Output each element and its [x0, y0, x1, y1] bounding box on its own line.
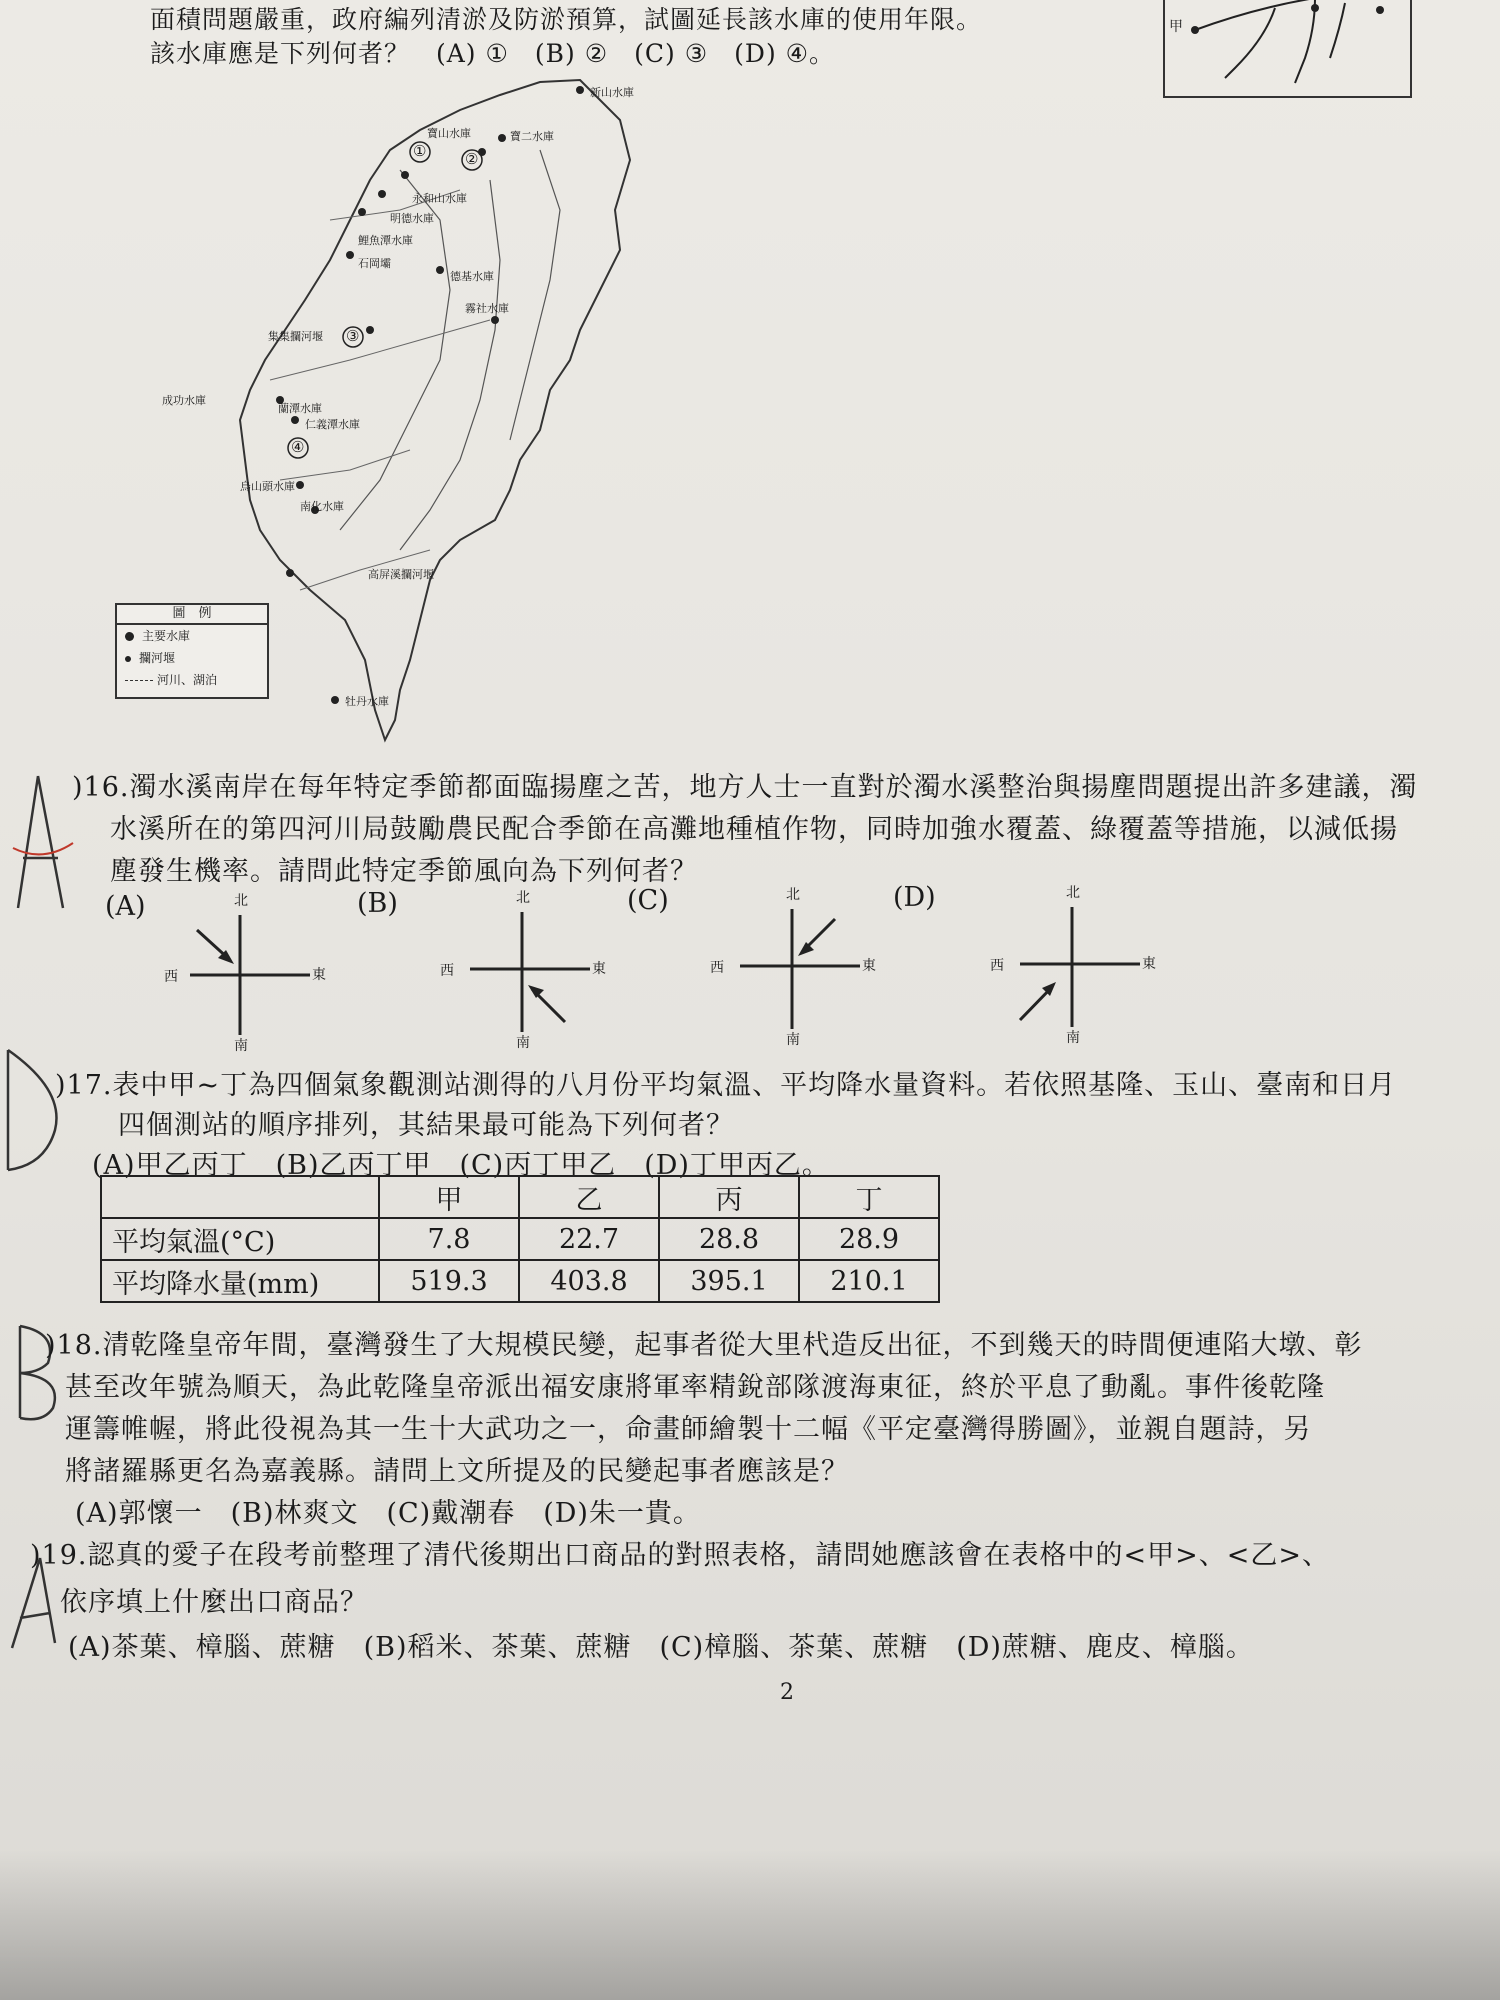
map-label: 石岡壩: [358, 257, 391, 270]
q16-line3: 塵發生機率。請問此特定季節風向為下列何者？: [110, 856, 698, 887]
map-label: 南化水庫: [300, 500, 344, 513]
legend-item-reservoir: 主要水庫: [117, 625, 267, 647]
handwritten-answer-q17: [0, 1040, 70, 1180]
map-label: 蘭潭水庫: [278, 402, 322, 415]
dot-icon: [125, 632, 134, 641]
q17-line2: 四個測站的順序排列，其結果最可能為下列何者？: [118, 1110, 734, 1141]
q17-options[interactable]: (A)甲乙丙丁 (B)乙丙丁甲 (C)丙丁甲乙 (D)丁甲丙乙。: [92, 1150, 830, 1181]
compass-c: 北 南 西 東: [710, 884, 890, 1044]
q16-option-d[interactable]: (D): [893, 882, 936, 913]
compass-d: 北 南 西 東: [990, 882, 1170, 1042]
inset-river-diagram: [1163, 0, 1412, 98]
map-label: 成功水庫: [162, 394, 206, 407]
dashed-line-icon: [125, 680, 153, 681]
page-number: 2: [780, 1680, 794, 1705]
small-dot-icon: [125, 656, 131, 662]
q18-number: )18.: [45, 1330, 103, 1361]
map-label: 牡丹水庫: [345, 695, 389, 708]
marker-1: ①: [413, 142, 427, 160]
legend-item-weir: 攔河堰: [117, 647, 267, 669]
map-label: 仁義潭水庫: [305, 418, 360, 431]
inset-label-jia: 甲: [1169, 19, 1183, 35]
map-label: 鯉魚潭水庫: [358, 234, 413, 247]
q18-line1: )18.清乾隆皇帝年間，臺灣發生了大規模民變，起事者從大里杙造反出征，不到幾天的時間便連陷大墩、彰: [45, 1330, 1363, 1361]
q16-line2: 水溪所在的第四河川局鼓勵農民配合季節在高灘地種植作物，同時加強水覆蓋、綠覆蓋等措施，以減低揚: [110, 814, 1398, 845]
q16-option-c[interactable]: (C): [627, 885, 669, 916]
q15-text-line2: 該水庫應是下列何者？ (A) ① (B) ② (C) ③ (D) ④。: [150, 39, 836, 68]
map-label: 集集攔河堰: [268, 330, 323, 343]
river-diagram-icon: [1165, 0, 1410, 96]
map-label: 烏山頭水庫: [240, 480, 295, 493]
q18-line3: 運籌帷幄，將此役視為其一生十大武功之一，命畫師繪製十二幅《平定臺灣得勝圖》，並親自題詩，另: [65, 1414, 1312, 1445]
map-label: 永和山水庫: [412, 192, 467, 205]
map-label: 寶二水庫: [510, 130, 554, 143]
q18-line4: 將諸羅縣更名為嘉義縣。請問上文所提及的民變起事者應該是？: [65, 1456, 849, 1487]
q15-text-line1: 面積問題嚴重，政府編列清淤及防淤預算，試圖延長該水庫的使用年限。: [150, 5, 983, 34]
table-row: 平均氣溫(°C) 7.8 22.7 28.8 28.9: [101, 1218, 939, 1260]
map-label: 高屏溪攔河堰: [368, 568, 434, 581]
q16-number: )16.: [72, 772, 130, 803]
q18-options[interactable]: (A)郭懷一 (B)林爽文 (C)戴潮春 (D)朱一貴。: [75, 1498, 701, 1529]
compass-a: 北 南 西 東: [160, 890, 340, 1050]
map-label: 德基水庫: [450, 270, 494, 283]
table-row: 平均降水量(mm) 519.3 403.8 395.1 210.1: [101, 1260, 939, 1302]
q17-line1: )17.表中甲~丁為四個氣象觀測站測得的八月份平均氣溫、平均降水量資料。若依照基隆、玉山、臺南和日月: [55, 1070, 1397, 1101]
marker-2: ②: [465, 150, 479, 168]
q16-option-a[interactable]: (A): [105, 891, 146, 922]
marker-3: ③: [346, 327, 360, 345]
q19-number: )19.: [30, 1540, 88, 1571]
legend-item-river: 河川、湖泊: [117, 669, 267, 691]
marker-4: ④: [291, 438, 305, 456]
map-label: 霧社水庫: [465, 302, 509, 315]
q19-line1: )19.認真的愛子在段考前整理了清代後期出口商品的對照表格，請問她應該會在表格中的<甲>、<乙>、: [30, 1540, 1330, 1571]
q16-line1: )16.濁水溪南岸在每年特定季節都面臨揚塵之苦，地方人士一直對於濁水溪整治與揚塵問題提出許多建議，濁: [72, 772, 1418, 803]
table-header-row: 甲 乙 丙 丁: [101, 1176, 939, 1218]
handwritten-answer-q16: [8, 768, 78, 918]
map-label: 新山水庫: [590, 86, 634, 99]
q18-line2: 甚至改年號為順天，為此乾隆皇帝派出福安康將軍率精銳部隊渡海東征，終於平息了動亂。事件後乾隆: [65, 1372, 1325, 1403]
compass-b: 北 南 西 東: [440, 887, 620, 1047]
q19-options[interactable]: (A)茶葉、樟腦、蔗糖 (B)稻米、茶葉、蔗糖 (C)樟腦、茶葉、蔗糖 (D)蔗糖、鹿皮、樟腦。: [68, 1632, 1254, 1663]
q17-number: )17.: [55, 1070, 113, 1101]
map-legend: [115, 603, 269, 699]
q19-line2: 依序填上什麼出口商品？: [60, 1587, 368, 1618]
q16-option-b[interactable]: (B): [357, 888, 398, 919]
photo-shadow: [0, 1850, 1500, 2000]
map-label: 寶山水庫: [427, 127, 471, 140]
map-label: 明德水庫: [390, 212, 434, 225]
legend-title: 圖 例: [117, 605, 267, 625]
weather-station-table: [100, 1175, 940, 1303]
